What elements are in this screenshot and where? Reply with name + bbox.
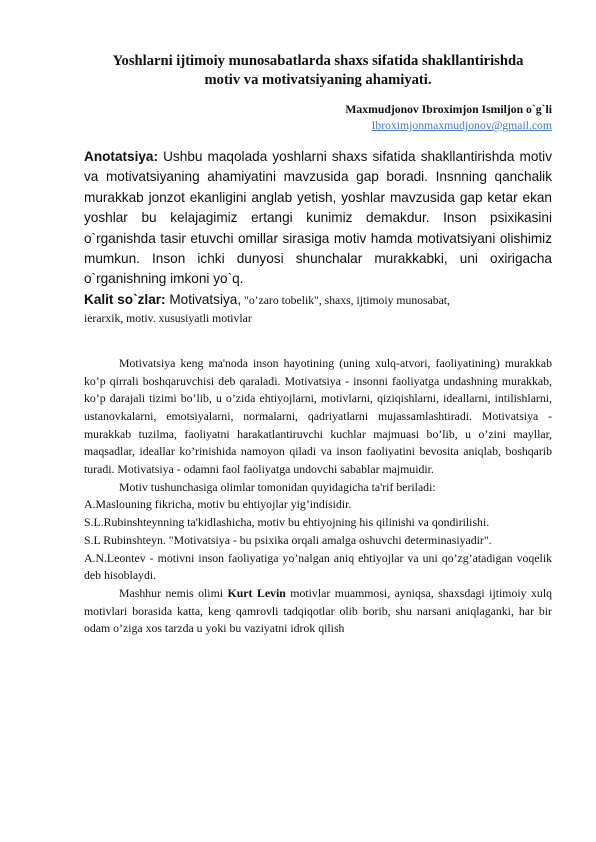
- title-line-2: motiv va motivatsiyaning ahamiyati.: [204, 72, 432, 88]
- kurt-levin-name: Kurt Levin: [227, 585, 286, 600]
- keywords-label: Kalit so`zlar:: [84, 291, 166, 307]
- paragraph-6: A.N.Leontev - motivni inson faoliyatiga yo’nalgan aniq ehtiyojlar va uni qo’zg’atadigan voqelik deb hisoblaydi.: [84, 550, 552, 583]
- keywords: [84, 290, 552, 311]
- title-line-1: Yoshlarni ijtimoiy munosabatlarda shaxs sifatida shakllantirishda: [112, 53, 524, 69]
- paragraph-1: Motivatsiya keng ma'noda inson hayotining (uning xulq-atvori, faoliyatining) murakkab ko’p qirrali boshqaruvchisi deb qaraladi. Motivatsiya - insonni faoliyatga undashning murakkab, ko’p darajali tizimi bo’lib, u o’zida ehtiyojlarni, motivlarni, qiziqishlarni, ideallarni, intilishlarni, ustanovkalarni, emotsiyalarni, normalarni, qadriyatlarni mujassamlashtiradi. Motivatsiya - murakkab tuzilma, faoliyatni harakatlantiruvchi kuchlar majmuasi bo’lib, u o’zini mayllar, maqsadlar, ideallar ko’rinishida namoyon qiladi va inson faoliyatini bevosita aniqlab, boshqarib turadi. Motivatsiya - odamni faol faoliyatga undovchi sabablar majmuidir.: [84, 355, 552, 477]
- author-name: Maxmudjonov Ibroximjon Ismiljon o`g`li: [345, 103, 552, 116]
- abstract: [84, 147, 552, 290]
- body-text: [84, 355, 552, 638]
- abstract-text: Ushbu maqolada yoshlarni shaxs sifatida shakllantirishda motiv va motivatsiyaning ahamiyatini mavzusida gap boradi. Insnning qanchalik murakkab jonzot ekanligini anglab yetish, yoshlar mavzusida gap ketar ekan yoshlar bu kelajagimiz ertangi kunimiz demakdur. Inson psixikasini o`rganishda tasir etuvchi omillar sirasiga motiv hamda motivatsiyani olishimiz mumkun. Inson ichki dunyosi shunchalar murakkabki, uni oxirigacha o`rganishning imkoni yo`q.: [84, 149, 552, 287]
- paragraph-4: S.L.Rubinshteynning ta'kidlashicha, motiv bu ehtiyojning his qilinishi va qondirilishi.: [84, 515, 490, 530]
- author-email-link[interactable]: Ibroximjonmaxmudjonov@gmail.com: [371, 119, 552, 132]
- keywords-first: Motivatsiya,: [165, 291, 242, 307]
- paragraph-5: S.L Rubinshteyn. "Motivatsiya - bu psixika orqali amalga oshuvchi determinasiyadir".: [84, 532, 492, 547]
- paragraph-3: A.Maslouning fikricha, motiv bu ehtiyojlar yig’indisidir.: [84, 497, 352, 512]
- paper-title: [84, 52, 552, 90]
- abstract-label: Anotatsiya:: [84, 149, 159, 164]
- paragraph-7-rest: motivlar muammosi, ayniqsa, shaxsdagi ijtimoiy xulq motivlari borasida katta, keng qamrovli tadqiqotlar olib borib, shu narsani aniqlaganki, har bir odam o’ziga xos tarzda u yoki bu vaziyatni idrok qilish: [84, 585, 553, 636]
- paragraph-2: Motiv tushunchasiga olimlar tomonidan quyidagicha ta'rif beriladi:: [119, 479, 436, 494]
- keywords-rest: "o’zaro tobelik", shaxs, ijtimoiy munosabat,: [241, 293, 450, 307]
- keywords-line-2: ierarxik, motiv. xususiyatli motivlar: [84, 311, 252, 325]
- paragraph-7-intro: Mashhur nemis olimi: [119, 585, 228, 600]
- paragraph-7: [84, 585, 552, 638]
- document-page: [84, 52, 552, 638]
